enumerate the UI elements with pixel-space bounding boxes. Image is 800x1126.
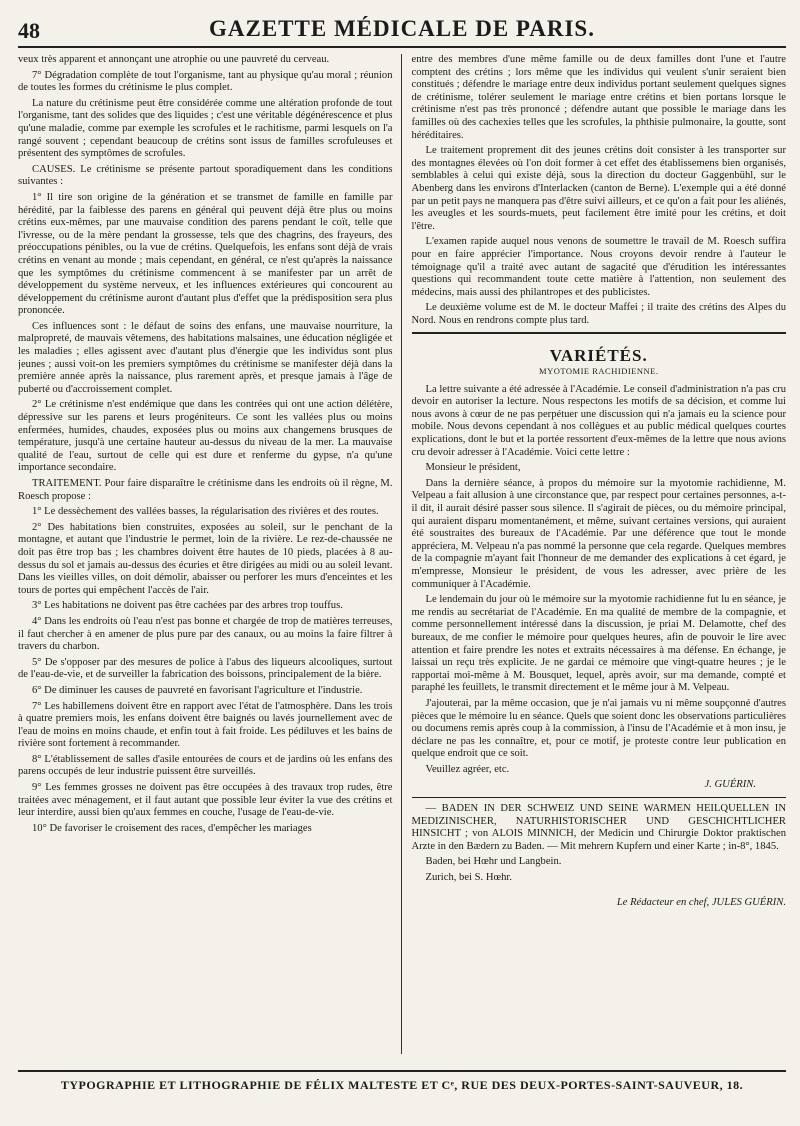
paragraph: Le lendemain du jour où le mémoire sur la myotomie rachidienne fut lu en séance, je me rendis au secrétariat de l'Académie. En ma qualité de membre de la compagnie, et comme personnellement intéressé dans la discussion, je priai M. Delamotte, chef des bureaux, de me confier le mémoire pour quelques heures, afin de pouvoir le lire avec attention et faire prendre les notes et extraits nécessaires à ma défense. En échange, je laissai un reçu très explicite. Je ne gardai ce mémoire que vingt-quatre heures ; je le rapportai moi-même à M. Bousquet, lequel, après avoir, sur ma demande, compté et paraphé les feuillets, le transmit directement et le même jour à M. Velpeau. [411, 594, 786, 694]
paragraph: 2° Des habitations bien construites, exposées au soleil, sur le penchant de la montagne, et autant que l'industrie le permet, loin de la rivière. Le rez-de-chaussée ne doit pas être trop bas ; les chambres doivent être hautes de 10 pieds, placées à 8 au-dessus du sol et jamais au-dessus des écuries et être dirigées au midi ou au soleil levant. Dans les vieilles villes, on doit démolir, abaisser ou perforer les murs d'enceintes et les tours de portes qui empêchent l'accès de l'air. [18, 521, 393, 596]
publisher-line: Zurich, bei S. Hœhr. [425, 872, 513, 884]
paragraph: 9° Les femmes grosses ne doivent pas être occupées à des travaux trop rudes, être traitées avec ménagement, et il faut autant que possible leur éviter la vue des crétins et leur interdire, aussi bien qu'aux femmes en couche, l'usage de l'eau-de-vie. [18, 782, 393, 819]
paragraph: 2° Le crétinisme n'est endémique que dans les contrées qui ont une action délétère, dépressive sur les parens et leurs progéniteurs. Ce sont les vallées plus ou moins enfermées, humides, chaudes, exposées plus ou moins aux changemens brusques de température, jusqu'à une certaine hauteur au-dessus du niveau de la mer. La mauvaise qualité de l'eau, surtout de celle qui est dure et renferme du gypse, n'a qu'une importance secondaire. [18, 399, 393, 474]
paragraph: J'ajouterai, par la même occasion, que je n'ai jamais vu ni même soupçonné d'autres pièces que le mémoire lu en séance. Quels que soient donc les observations particulières ou documens remis après coup à la commission, à l'insu de l'Académie et à mon insu, je déclare ne pas les connaître, et, pour ce motif, je proteste contre leur publication en quelque endroit que ce soit. [411, 697, 786, 760]
paragraph: CAUSES. Le crétinisme se présente partout sporadiquement dans les conditions suivantes : [18, 163, 393, 188]
publisher-line: Baden, bei Hœhr und Langbein. [425, 856, 562, 868]
letter-salutation: Monsieur le président, [425, 462, 521, 474]
paragraph: La lettre suivante a été adressée à l'Académie. Le conseil d'administration n'a pas cru devoir en autoriser la lecture. Nous respectons les motifs de sa décision, et comme lui nous avons à cœur de ne pas perpétuer une discussion qui n'a jamais eu la science pour mobile. Nous devons cependant à nos collègues et au public médical quelques courtes explications, dont le but et la portée ressortent d'eux-mêmes de la lettre que nous avions cru devoir adresser à l'Académie. Voici cette lettre : [411, 383, 786, 458]
letter-closing: Veuillez agréer, etc. [425, 763, 510, 775]
book-notice: — BADEN IN DER SCHWEIZ UND SEINE WARMEN HEILQUELLEN IN MEDIZINISCHER, NATURHISTORISCHER UND GESCHICHTLICHER HINSICHT ; von ALOIS MINNICH, der Medicin und Chirurgie Doktor praktischen Arzte in den Bædern zu Baden. — Mit mehrern Kupfern und einer Karte ; in-8°, 1845. [411, 803, 786, 852]
article-columns [18, 54, 786, 1054]
printer-footer: TYPOGRAPHIE ET LITHOGRAPHIE DE FÉLIX MALTESTE ET Cᵉ, RUE DES DEUX-PORTES-SAINT-SAUVEUR, 18. [18, 1070, 786, 1093]
paragraph: veux très apparent et annonçant une atrophie ou une pauvreté du cerveau. [18, 54, 330, 65]
paragraph: 8° L'établissement de salles d'asile entourées de cours et de jardins où les enfans des parens occupés de leur industrie puissent être surveillés. [18, 753, 393, 778]
paragraph: 10° De favoriser le croisement des races, d'empêcher les mariages [32, 822, 312, 834]
paragraph: 1° Il tire son origine de la génération et se transmet de famille en famille par hérédité, par la faiblesse des parens en général qui peuvent déjà être plus ou moins crétins eux-mêmes, par une mauvaise condition des parens pendant le coït, telle que l'ivresse, ou de la mère pendant la grossesse, tels que des chagrins, des frayeurs, des préoccupations pénibles, ou la vue de crétins. Quelquefois, les enfans sont déjà de vrais crétins en venant au monde ; mais cependant, en général, ce n'est qu'après la naissance que les symptômes du crétinisme commencent à se manifester par un arrêt de développement du système nerveux, et les influences extérieures qui concourent au développement du crétinisme auront d'autant plus d'effet que la prédisposition sera plus prononcée. [18, 191, 393, 317]
page-header [18, 12, 786, 48]
paragraph: 7° Dégradation complète de tout l'organisme, tant au physique qu'au moral ; réunion de toutes les formes du crétinisme le plus complet. [18, 69, 393, 94]
paragraph: entre des membres d'une même famille ou de deux familles dont l'une et l'autre comptent des crétins ; lors même que les individus qui veulent s'unir seraient bien constitués ; défendre le mariage entre deux individus portant seulement quelques signes de crétinisme, tolérer seulement le mariage entre crétins et bien portans lorsque le crétinisme n'est pas très prononcé ; défendre autant que possible le mariage dans les familles où des cachexies telles que les scrofules, la phthisie pulmonaire, la goutte, sont héréditaires. [411, 54, 786, 141]
varietes-title: VARIÉTÉS. [549, 346, 648, 366]
paragraph: 7° Les habillemens doivent être en rapport avec l'état de l'atmosphère. Dans les trois à quatre premiers mois, les enfans doivent être baignés ou lavés journellement avec de l'eau de moins en moins chaude, et enfin tout à fait froide. Les pédiluves et les bains de rivière sont fortement à recommander. [18, 700, 393, 750]
section-divider [412, 332, 787, 334]
varietes-subtitle: MYOTOMIE RACHIDIENNE. [539, 366, 659, 377]
notice-divider [412, 797, 787, 798]
paragraph: L'examen rapide auquel nous venons de soumettre le travail de M. Roesch suffira pour en faire apprécier l'importance. Nous croyons devoir rendre à l'auteur le témoignage qu'il a traité avec autant de sagacité que d'érudition les intéressantes questions qui recommandent toute cette matière à l'attention, non seulement des médecins, mais aussi des philantropes et des publicistes. [411, 236, 786, 298]
paragraph: Le deuxième volume est de M. le docteur Maffei ; il traite des crétins des Alpes du Nord. Nous en rendrons compte plus tard. [411, 302, 786, 326]
masthead: GAZETTE MÉDICALE DE PARIS. [209, 16, 595, 41]
paragraph: Dans la dernière séance, à propos du mémoire sur la myotomie rachidienne, M. Velpeau a fait allusion à une circonstance que, par respect pour certaines personnes, a-t-il dit, il aurait désiré passer sous silence. Il s'agirait de pièces, ou du mémoire principal, qui auraient disparu momentanément, et même, suivant certaines versions, qui auraient été soustraites des bureaux de l'Académie. Par une déférence que tout le monde appréciera, M. Velpeau n'a pas nommé la personne que cela regarde. Quelques membres de la compagnie m'ayant fait l'honneur de me demander des explications à cet égard, je m'empresse, Monsieur le président, de vous les adresser, avec prière de les communiquer à l'Académie. [411, 477, 786, 590]
paragraph: La nature du crétinisme peut être considérée comme une altération profonde de tout l'organisme, tant des solides que des liquides ; c'est une véritable dégénérescence et plus qu'une maladie, comme par exemple les scrofules et le rachitisme, parmi lesquels on l'a rangé souvent ; cependant beaucoup de crétins sont issus de familles scrofuleuses et présentent des symptômes de scrofules. [18, 97, 393, 160]
paragraph: Le traitement proprement dit des jeunes crétins doit consister à les transporter sur des montagnes élevées où l'on doit former à cet effet des établissemens bien organisés, semblables à celui qui existe déjà, sous la direction du docteur Gaggenbühl, sur le Abenberg dans les environs d'Interlacken (canton de Berne). L'exemple qui a été donné par un petit pays ne manquera pas d'être suivi ailleurs, et ce qu'on a fait pour les aliénés, les aveugles et les sourds-muets, peut facilement être imité pour les crétins, et doit l'être. [411, 145, 786, 232]
paragraph: 1° Le dessèchement des vallées basses, la régularisation des rivières et des routes. [32, 506, 379, 518]
page-number: 48 [18, 18, 40, 43]
paragraph: TRAITEMENT. Pour faire disparaître le crétinisme dans les endroits où il règne, M. Roesch propose : [18, 478, 393, 502]
paragraph: 4° Dans les endroits où l'eau n'est pas bonne et chargée de trop de matières terreuses, il faut chercher à en amener de plus pure par des canaux, ou au moins la faire filtrer à travers du charbon. [18, 615, 393, 653]
paragraph: 6° De diminuer les causes de pauvreté en favorisant l'agriculture et l'industrie. [32, 684, 363, 696]
right-column [402, 54, 787, 1054]
signature: J. GUÉRIN. [704, 779, 756, 791]
paragraph: 3° Les habitations ne doivent pas être cachées par des arbres trop touffus. [32, 600, 343, 612]
editor-credit: Le Rédacteur en chef, JULES GUÉRIN. [616, 896, 786, 908]
paragraph: Ces influences sont : le défaut de soins des enfans, une mauvaise nourriture, la malpropreté, de mauvais vêtemens, des habitations malsaines, une éducation négligée et les maladies ; elles agissent avec d'autant plus d'énergie que les individus sont plus jeunes ; aussi voit-on les premiers symptômes du crétinisme se manifester déjà dans la première année après la naissance, plus rarement après, et presque jamais à l'âge de puberté ou d'accroissement complet. [18, 320, 393, 395]
paragraph: 5° De s'opposer par des mesures de police à l'abus des liqueurs alcooliques, surtout de l'eau-de-vie, et de surveiller la fabrication des boissons, principalement de la bière. [18, 656, 393, 681]
left-column [18, 54, 402, 1054]
